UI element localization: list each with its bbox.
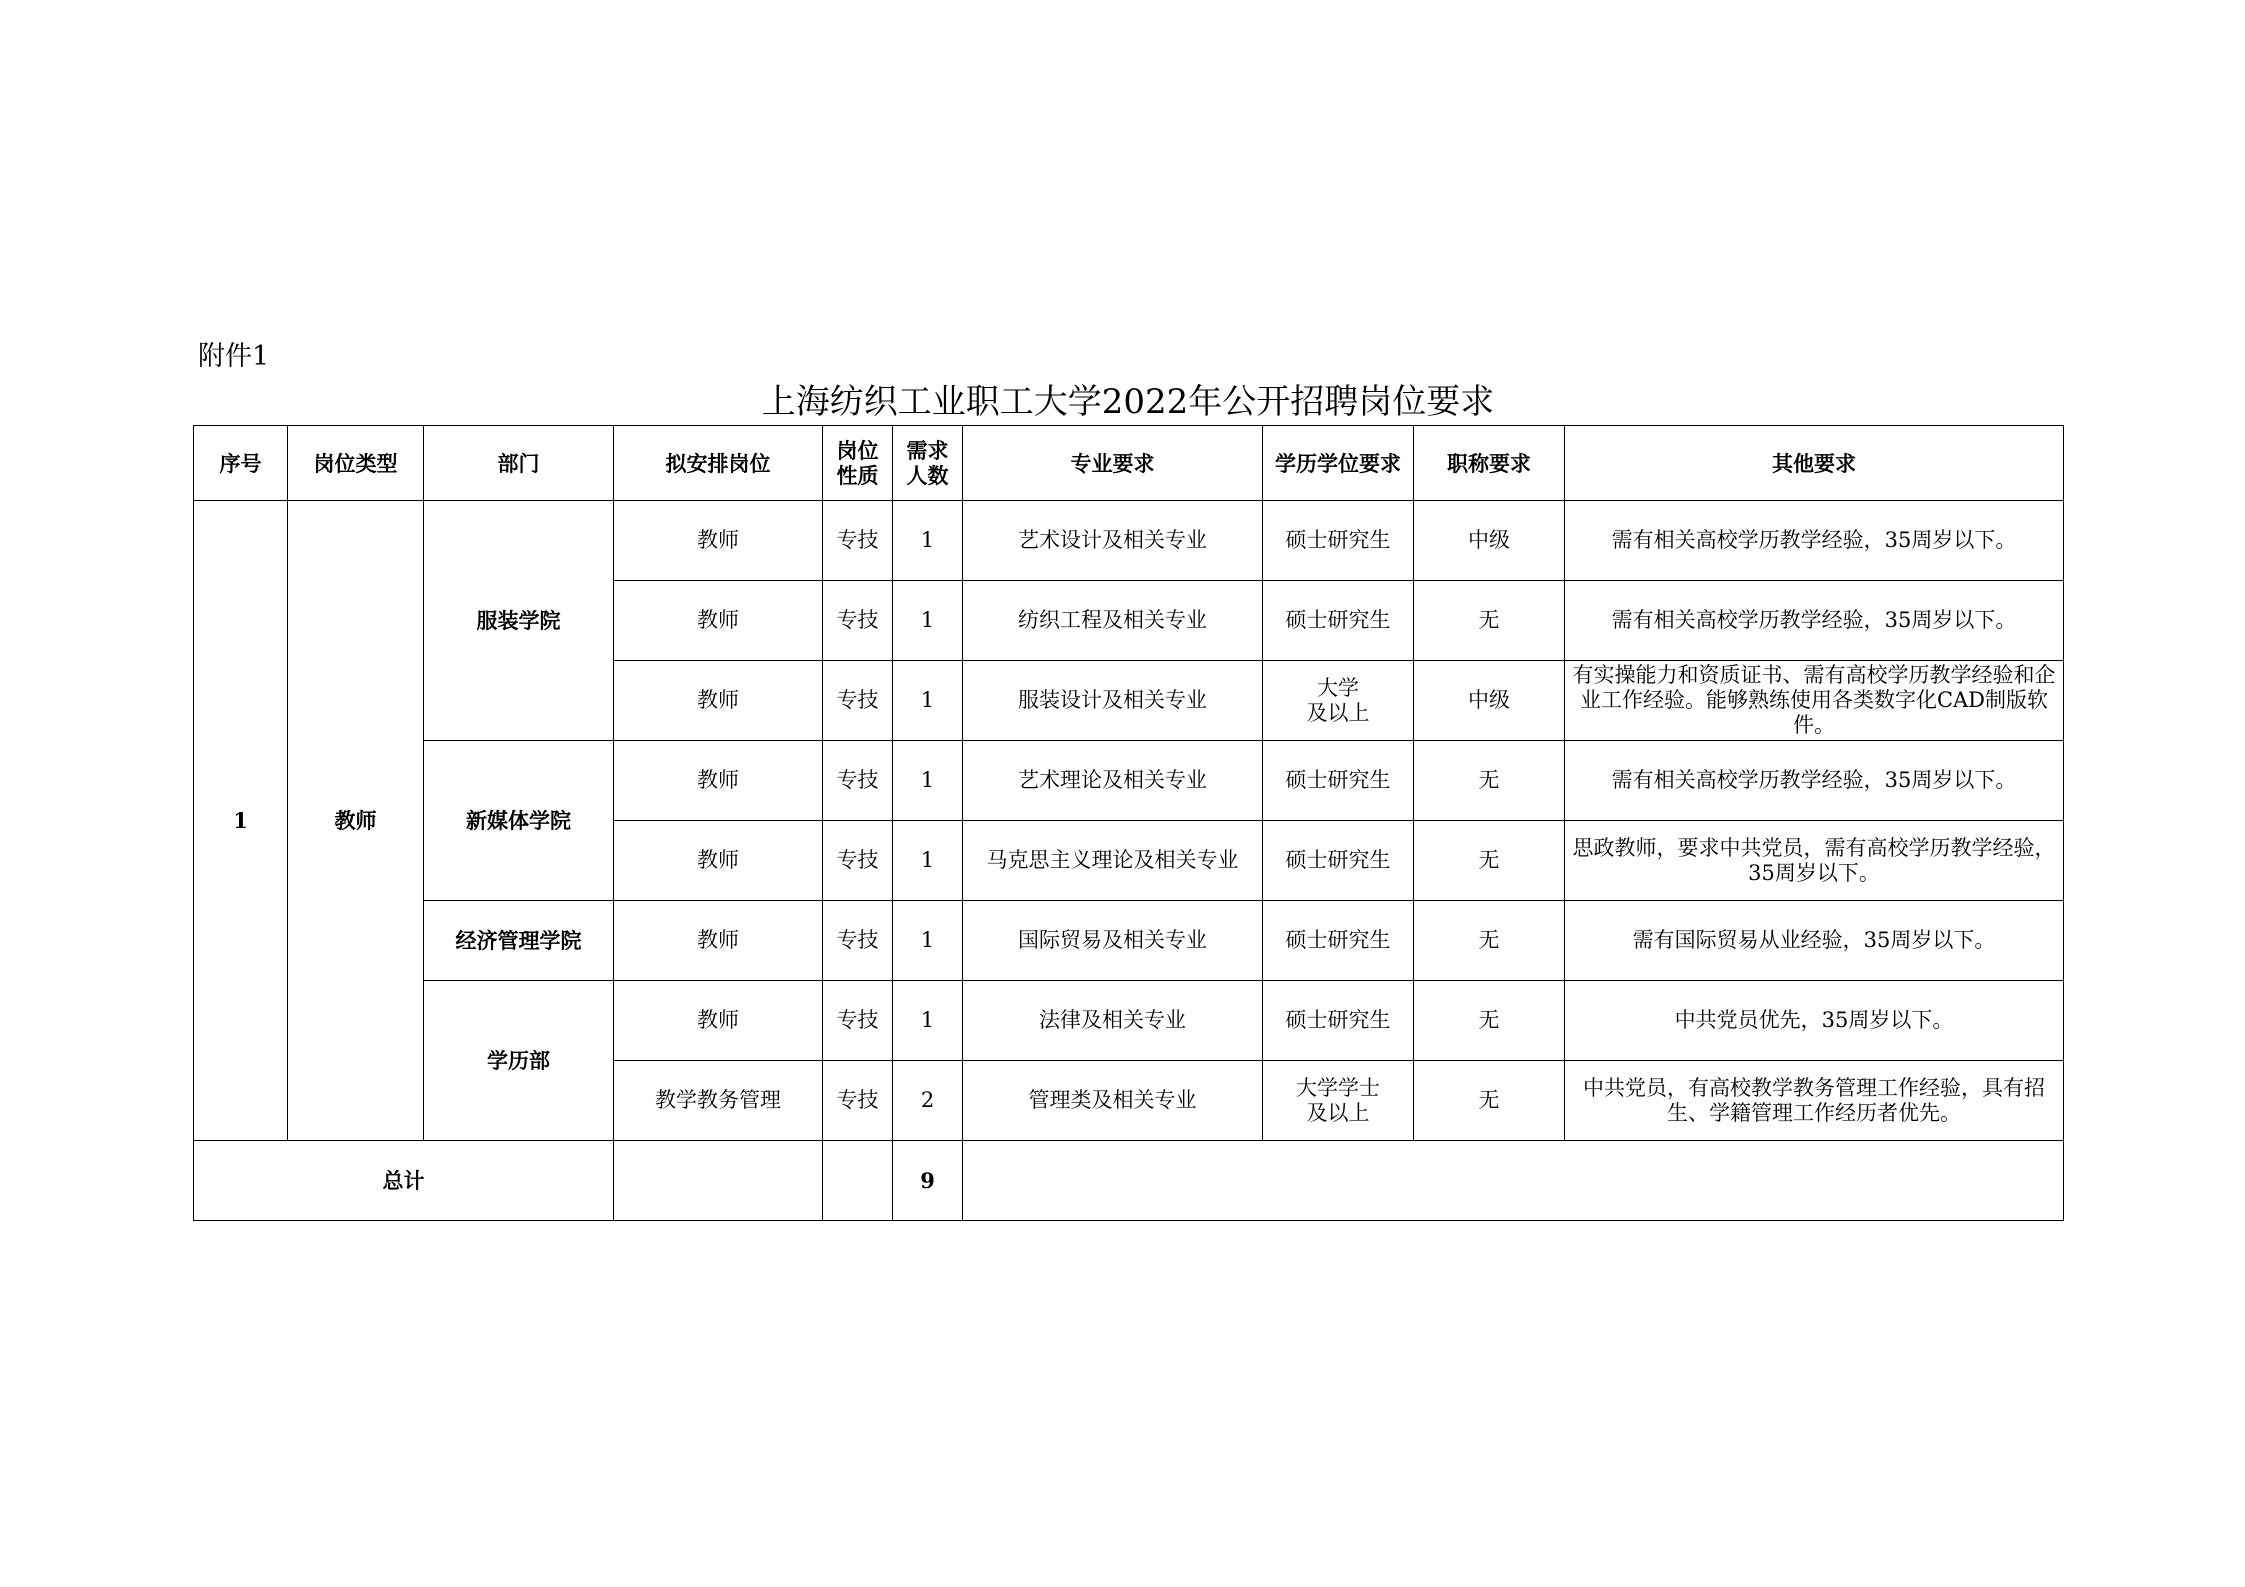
major-cell: 艺术设计及相关专业: [963, 501, 1263, 581]
major-cell: 管理类及相关专业: [963, 1061, 1263, 1141]
major-cell: 服装设计及相关专业: [963, 661, 1263, 741]
nature-cell: 专技: [823, 901, 893, 981]
nature-cell: 专技: [823, 981, 893, 1061]
degree-cell: 大学 及以上: [1263, 661, 1414, 741]
total-nature-empty: [823, 1141, 893, 1221]
seq-cell: 1: [194, 501, 288, 1141]
nature-cell: 专技: [823, 581, 893, 661]
count-cell: 1: [893, 581, 963, 661]
other-requirement-cell: 需有相关高校学历教学经验，35周岁以下。: [1565, 581, 2064, 661]
count-cell: 1: [893, 981, 963, 1061]
other-requirement-cell: 有实操能力和资质证书、需有高校学历教学经验和企业工作经验。能够熟练使用各类数字化CAD制版软件。: [1565, 661, 2064, 741]
total-row: [194, 1141, 2064, 1221]
recruitment-table: [193, 425, 2064, 1221]
position-cell: 教师: [614, 501, 823, 581]
degree-cell: 硕士研究生: [1263, 741, 1414, 821]
position-cell: 教师: [614, 661, 823, 741]
attachment-label: 附件1: [198, 341, 270, 372]
department-cell: 服装学院: [424, 501, 614, 741]
header-position: 拟安排岗位: [614, 426, 823, 501]
title-requirement-cell: 中级: [1414, 661, 1565, 741]
header-title-requirement: 职称要求: [1414, 426, 1565, 501]
title-requirement-cell: 无: [1414, 741, 1565, 821]
major-cell: 纺织工程及相关专业: [963, 581, 1263, 661]
other-requirement-cell: 中共党员优先，35周岁以下。: [1565, 981, 2064, 1061]
nature-cell: 专技: [823, 741, 893, 821]
position-cell: 教师: [614, 901, 823, 981]
count-cell: 2: [893, 1061, 963, 1141]
position-cell: 教师: [614, 741, 823, 821]
nature-cell: 专技: [823, 661, 893, 741]
total-position-empty: [614, 1141, 823, 1221]
position-cell: 教学教务管理: [614, 1061, 823, 1141]
position-cell: 教师: [614, 821, 823, 901]
header-department: 部门: [424, 426, 614, 501]
table-row: [194, 501, 2064, 581]
title-requirement-cell: 无: [1414, 821, 1565, 901]
degree-cell: 硕士研究生: [1263, 981, 1414, 1061]
header-count: 需求 人数: [893, 426, 963, 501]
post-type-cell: 教师: [288, 501, 424, 1141]
total-count: 9: [893, 1141, 963, 1221]
table-row: [194, 901, 2064, 981]
title-requirement-cell: 无: [1414, 1061, 1565, 1141]
degree-cell: 大学学士 及以上: [1263, 1061, 1414, 1141]
table-row: [194, 741, 2064, 821]
nature-cell: 专技: [823, 501, 893, 581]
count-cell: 1: [893, 661, 963, 741]
header-post-type: 岗位类型: [288, 426, 424, 501]
count-cell: 1: [893, 501, 963, 581]
count-cell: 1: [893, 741, 963, 821]
header-row: [194, 426, 2064, 501]
other-requirement-cell: 需有相关高校学历教学经验，35周岁以下。: [1565, 501, 2064, 581]
major-cell: 国际贸易及相关专业: [963, 901, 1263, 981]
count-cell: 1: [893, 901, 963, 981]
count-cell: 1: [893, 821, 963, 901]
title-requirement-cell: 无: [1414, 981, 1565, 1061]
other-requirement-cell: 中共党员，有高校教学教务管理工作经验，具有招生、学籍管理工作经历者优先。: [1565, 1061, 2064, 1141]
other-requirement-cell: 需有相关高校学历教学经验，35周岁以下。: [1565, 741, 2064, 821]
nature-cell: 专技: [823, 1061, 893, 1141]
title-requirement-cell: 无: [1414, 901, 1565, 981]
department-cell: 学历部: [424, 981, 614, 1141]
header-other: 其他要求: [1565, 426, 2064, 501]
degree-cell: 硕士研究生: [1263, 901, 1414, 981]
major-cell: 法律及相关专业: [963, 981, 1263, 1061]
major-cell: 马克思主义理论及相关专业: [963, 821, 1263, 901]
header-nature: 岗位 性质: [823, 426, 893, 501]
title-requirement-cell: 无: [1414, 581, 1565, 661]
degree-cell: 硕士研究生: [1263, 581, 1414, 661]
position-cell: 教师: [614, 981, 823, 1061]
position-cell: 教师: [614, 581, 823, 661]
department-cell: 经济管理学院: [424, 901, 614, 981]
department-cell: 新媒体学院: [424, 741, 614, 901]
degree-cell: 硕士研究生: [1263, 821, 1414, 901]
total-label: 总计: [194, 1141, 614, 1221]
total-remainder-empty: [963, 1141, 2064, 1221]
other-requirement-cell: 需有国际贸易从业经验，35周岁以下。: [1565, 901, 2064, 981]
major-cell: 艺术理论及相关专业: [963, 741, 1263, 821]
title-requirement-cell: 中级: [1414, 501, 1565, 581]
header-degree: 学历学位要求: [1263, 426, 1414, 501]
table-row: [194, 981, 2064, 1061]
header-major: 专业要求: [963, 426, 1263, 501]
other-requirement-cell: 思政教师，要求中共党员，需有高校学历教学经验，35周岁以下。: [1565, 821, 2064, 901]
page-title: 上海纺织工业职工大学2022年公开招聘岗位要求: [761, 382, 1495, 422]
nature-cell: 专技: [823, 821, 893, 901]
degree-cell: 硕士研究生: [1263, 501, 1414, 581]
header-seq: 序号: [194, 426, 288, 501]
